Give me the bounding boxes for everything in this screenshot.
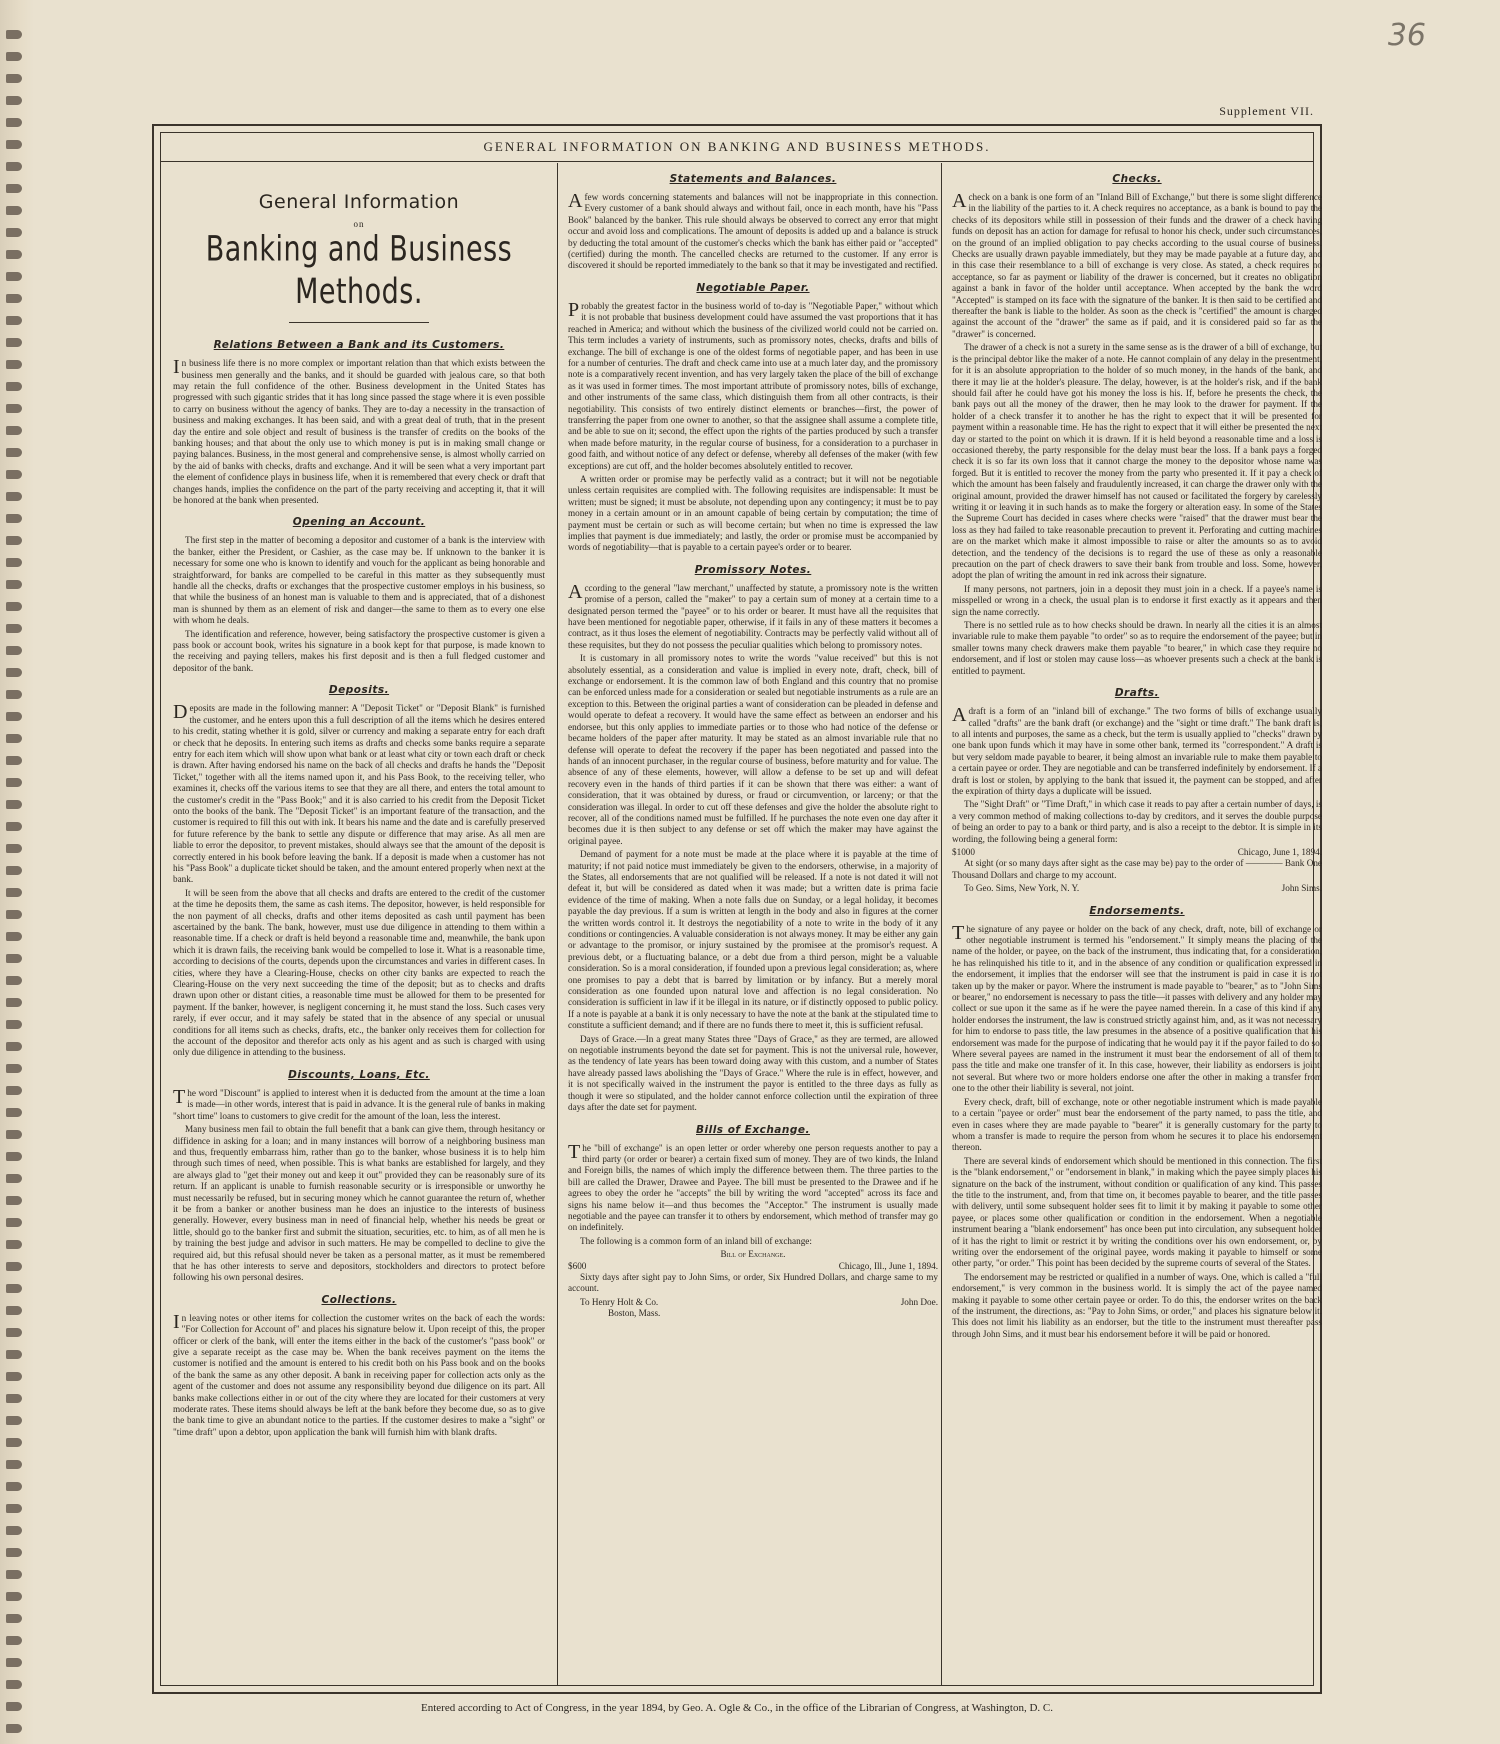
binding-ring [6, 272, 22, 281]
endorsements-text-3: There are several kinds of endorsement which should be mentioned in this connection. The first is the "blank endorsement," or "endorsement in blank," in making which the payee simply places his signature on the back of the instrument, without condition or qualification of any kind. This passes the title to the instrument, and, from that time on, it becomes payable to bearer, and the title passes with delivery, until some subsequent holder sees fit to limit it by making it payable to some other payee, or places some other qualification or condition in the endorsement. When a negotiable instrument bearing a "blank endorsement" has once been put into circulation, any subsequent holder of it has the right to limit or restrict it by writing the conditions over his own endorsement, or, by writing over the endorsement of the original payee, words making it payable to himself or some other party, "or order." This point has been decided by the supreme courts of several of the States. [952, 1155, 1322, 1269]
bill-form-header [568, 1261, 938, 1272]
heading-drafts: Drafts. [1114, 687, 1160, 700]
binding-ring [6, 668, 22, 677]
bill-form-date: Chicago, Ill., June 1, 1894. [838, 1260, 938, 1271]
draft-form-header [952, 847, 1322, 858]
heading-endorsements: Endorsements. [1089, 904, 1185, 917]
endorsements-text-2: Every check, draft, bill of exchange, note or other negotiable instrument which is made payable to a certain "payee or order" must bear the endorsement of the party named, to pass the title, and even in cases where they are made payable to "bearer" it is generally customary for the party to whom a transfer is made to require the person from whom he secures it to place his endorsement thereon. [952, 1096, 1322, 1153]
title-line-2: on [353, 218, 365, 229]
binding-ring [6, 360, 22, 369]
binding-ring [6, 250, 22, 259]
binding-ring [6, 1196, 22, 1205]
column-3 [941, 163, 1322, 1685]
binding-ring [6, 404, 22, 413]
binding-ring [6, 1152, 22, 1161]
binding-ring [6, 1658, 22, 1667]
binding-ring [6, 514, 22, 523]
negotiable-text-1: Probably the greatest factor in the business world of to-day is "Negotiable Paper," without which it is not probable that business development could have assumed the vast proportions that it has reached in America; and without which the business of the civilized world could not be carried on. This term includes a variety of instruments, such as promissory notes, checks, drafts and bills of exchange. The bill of exchange is one of the oldest forms of negotiable paper, and has been in use for a number of centuries. The draft and check came into use at a much later day, and the promissory note is a comparatively recent invention, and has very largely taken the place of the bill of exchange as it was used in former times. The most important attribute of promissory notes, bills of exchange, and other instruments of the same class, which distinguish them from all other contracts, is their negotiability. This consists of two entirely distinct elements or branches—first, the power of transferring the paper from one owner to another, so that the assignee shall assume a complete title, and be able to sue on it; second, the effect upon the rights of the parties produced by such a transfer when made before maturity, in the regular course of business, for a consideration to a purchaser in good faith, and without notice of any defect or defense, whereby all defenses of the maker (with few exceptions) are cut off, and the holder becomes absolutely entitled to recover. [568, 298, 938, 471]
binding-ring [6, 1284, 22, 1293]
binding-ring [6, 382, 22, 391]
binding-ring [6, 96, 22, 105]
binding-ring [6, 888, 22, 897]
draft-form-signer: John Sims. [1281, 883, 1322, 894]
binding-ring [6, 1460, 22, 1469]
binding-ring [6, 1262, 22, 1271]
binding-ring [6, 646, 22, 655]
inner-frame [160, 132, 1322, 1686]
handwritten-page-number: 36 [1387, 18, 1426, 53]
binding-ring [6, 932, 22, 941]
heading-statements: Statements and Balances. [669, 173, 837, 185]
binding-ring [6, 1350, 22, 1359]
deposits-text-2: It will be seen from the above that all checks and drafts are entered to the credit of the customer at the time he deposits them, the same as cash items. The depositor, however, is held responsible for the non payment of all checks, drafts and other items deposited as cash until payment has been ascertained by the bank. The bank, however, must use due diligence in attending to them within a reasonable time. If a check or draft is held beyond a reasonable time and, meanwhile, the bank upon which it is drawn fails, the receiving bank would be compelled to lose it. What is a reasonable time, according to decisions of the courts, depends upon the circumstances and varies in different cases. In cities, where they have a Clearing-House, checks on other city banks are expected to reach the Clearing-House on the very next succeeding the time of the deposit; but as to checks and drafts drawn upon other or distant cities, a reasonable time must be allowed for them to be presented for payment. If the banker, however, is negligent concerning it, he must stand the loss. Such cases very rarely, if ever occur, and it may safely be stated that in the absence of any special or unusual conditions for all items such as checks, drafts, etc., the banker only receives them for collection for the account of the depositor and therefor acts only as his agent and as such is charged with using only due diligence in attending to the business. [173, 887, 545, 1058]
heading-deposits: Deposits. [328, 684, 390, 697]
binding-ring [6, 778, 22, 787]
promissory-text-4: Days of Grace.—In a great many States three "Days of Grace," as they are termed, are allowed on negotiable instruments beyond the date set for payment. This is not the universal rule, however, as the tendency of late years has been toward doing away with this custom, and a number of States have already passed laws abolishing the "Days of Grace." Where the rule is in effect, however, and it is not specifically waived in the instrument the payor is entitled to the three days as fully as though it were so stipulated, and the holder cannot enforce collection until the expiration of three days after the date set for payment. [568, 1033, 938, 1113]
binding-ring [6, 162, 22, 171]
binding-ring [6, 910, 22, 919]
binding-ring [6, 1504, 22, 1513]
bill-form-to: To Henry Holt & Co. [580, 1296, 659, 1307]
binding-ring [6, 624, 22, 633]
draft-form-footer [952, 883, 1322, 894]
heading-promissory: Promissory Notes. [694, 563, 812, 576]
opening-text-1: The first step in the matter of becoming a depositor and customer of a bank is the interview with the banker, either the President, or Cashier, as the case may be. If unknown to the banker it is necessary for some one who is known to identify and vouch for the applicant as being honorable and straightforward, for banks are compelled to be careful in this matter as they subsequently must handle all the checks, drafts or exchanges that the prospective customer employs in his business, so that while the business of an honest man is valuable to them and is appreciated, that of a dishonest man is shunned by them as an element of risk and danger—the same to them as to every one else with whom he deals. [173, 535, 545, 626]
binding-ring [6, 118, 22, 127]
binding-ring [6, 448, 22, 457]
binding-ring [6, 1614, 22, 1623]
binding-ring [6, 30, 22, 39]
binding-ring [6, 602, 22, 611]
spiral-binding [0, 0, 34, 1744]
deposits-text-1: Deposits are made in the following manner: A "Deposit Ticket" or "Deposit Blank" is furnished the customer, and he enters upon this a full description of all the items which he desires entered to his credit, stating whether it is gold, silver or currency and making a separate entry for each draft or check that he deposits. In entering such items as drafts and checks some banks require a separate entry for each item which will show upon what bank or at least what city or town each draft or check is drawn. After having endorsed his name on the back of all checks and drafts he hands the "Deposit Ticket," together with all the items named upon it, and his Pass Book, to the receiving teller, who examines it, checks off the various items to see that they are all there, and enters the total amount to the customer's credit in the "Pass Book;" and it is also carried to his credit from the Deposit Ticket onto the books of the bank. The "Deposit Ticket" is an important feature of the transaction, and the customer is required to fill this out with ink. It bears his name and the date and is carefully preserved for future reference by the bank to settle any dispute or difference that may arise. As all men are liable to error the depositor, to prevent mistakes, should always see that the amount of the deposit is correctly entered in his book before leaving the bank. If a deposit is made when a customer has not his "Pass Book" a duplicate ticket should be taken, and the amount entered properly when next at the bank. [173, 701, 545, 885]
binding-ring [6, 1724, 22, 1733]
bill-form-body: Sixty days after sight pay to John Sims, or order, Six Hundred Dollars, and charge same to my account. [568, 1272, 938, 1294]
checks-text-3: If many persons, not partners, join in a deposit they must join in a check. If a payee's name is misspelled or wrong in a check, the usual plan is to endorse it first exactly as it appears and then sign the name correctly. [952, 583, 1322, 617]
binding-ring [6, 1306, 22, 1315]
binding-ring [6, 1548, 22, 1557]
binding-ring [6, 1372, 22, 1381]
binding-ring [6, 1394, 22, 1403]
heading-discounts: Discounts, Loans, Etc. [288, 1068, 430, 1081]
bill-form-signer: John Doe. [900, 1296, 938, 1307]
binding-ring [6, 536, 22, 545]
binding-ring [6, 1328, 22, 1337]
heading-bills: Bills of Exchange. [696, 1123, 810, 1136]
title-block [173, 191, 545, 323]
draft-form-date: Chicago, June 1, 1894. [1237, 846, 1322, 857]
binding-ring [6, 712, 22, 721]
checks-text-4: There is no settled rule as to how checks should be drawn. In nearly all the cities it is an almost invariable rule to make them payable "to order" so as to require the endorsement of the payee; but in smaller towns many check drawers make them payable "to bearer," in which case they require no endorsement, and if lost or stolen may cause loss—as whoever presents such a check at the bank is entitled to payment. [952, 620, 1322, 676]
promissory-text-3: Demand of payment for a note must be made at the place where it is payable at the time of maturity; if not paid notice must immediately be given to the endorsers, otherwise, in a majority of the States, all endorsements that are not qualified will be released. If a note is not dated it will not defeat it, but will be considered as dated when it was made; but a written date is prima facie evidence of the time of making. When a note falls due on Sunday, or a legal holiday, it becomes payable the day previous. If a sum is written at length in the body and also in figures at the corner the written words control it. It destroys the negotiability of a note to write in the body of it any conditions or contingencies. A valuable consideration is not always money. It may be either any gain or advantage to the promisor, or injury sustained by the promisee at the promisor's request. A previous debt, or a fluctuating balance, or a debt due from a third person, might be a valuable consideration. So is a moral consideration, if founded upon a previous legal consideration; as, where one promises to pay a debt that is barred by limitation or by infancy. But a merely moral consideration as one founded upon natural love and affection is no legal consideration. No consideration is sufficient in law if it be illegal in its nature, or if distinctly opposed to public policy. If a note is payable at a bank it is only necessary to have the note at the bank at the stipulated time to constitute a sufficient demand; and if there are no funds there to meet it, this is sufficient refusal. [568, 849, 938, 1031]
binding-ring [6, 206, 22, 215]
bills-text-2: The following is a common form of an inland bill of exchange: [580, 1235, 812, 1246]
binding-ring [6, 338, 22, 347]
promissory-text-2: It is customary in all promissory notes to write the words "value received" but this is not absolutely essential, as a consideration and value is implied in every note, draft, check, bill of exchange or endorsement. It is the common law of both England and this country that no promise can be enforced unless made for a consideration or sealed but negotiable instruments as a rule are an exception to this. Between the original parties a want of consideration can be pleaded in defense and would operate to defeat a recovery. It would have the same effect as between an endorser and his endorsee, but this only applies to immediate parties or to those who had notice of the defense or became holders of the paper after maturity. It may be stated as an almost invariable rule that no defense will operate to defeat the recovery if the paper has been negotiated and passed into the hands of an innocent purchaser, in the regular course of business, before maturity and for value. The absence of any of these elements, however, will allow a defense to be set up and will defeat recovery even in the hands of third parties if it can be shown that there was either: a want of consideration, that it was obtained by duress, or fraud or circumvention, or larceny; or that the consideration was illegal. In order to cut off these defenses and give the holder the absolute right to recover, all of the conditions named must be fulfilled. If he purchases the note even one day after it becomes due it is then subject to any defense or set off which the maker may have against the original payee. [568, 653, 938, 846]
endorsements-text-1: The signature of any payee or holder on the back of any check, draft, note, bill of exchange or other negotiable instrument is termed his "endorsement." It simply means the placing of the name of the holder, or payee, on the back of the instrument, thus indicating that, for a consideration, he has relinquished his title to it, and in the absence of any condition or qualification expressed in the endorsement, it implies that the endorser will see that the instrument is paid in case it is not taken up by the maker or payor. Where the instrument is made payable to "bearer," as to "John Sims or bearer," no endorsement is necessary to pass the title—it passes with delivery and any holder may collect or sue upon it the same as if he were the payee named therein. In a case of this kind if any holder endorses the instrument, the law is construed strictly against him, and, as it was not necessary for him to endorse to pass title, the law presumes in the absence of a positive qualification that his endorsement was made for the purpose of indicating that he would pay it if the payor failed to do so. Where several payees are named in the instrument it must bear the endorsement of all of them to pass the title and make one transfer of it. In this case, however, their liability as endorsers is joint, not several. But where two or more holders endorse one after the other in making a transfer from one to the other their liability is several, not joint. [952, 921, 1322, 1094]
negotiable-text-2: A written order or promise may be perfectly valid as a contract; but it will not be negotiable unless certain requisites are complied with. The following requisites are indispensable: It must be written; must be signed; it must be absolute, not depending upon any contingency; it must be to pay money in a certain amount or in an amount capable of being certain by computation; the time of payment must be certain or such as will become certain; but when no time is expressed the law implies that payment is due immediately; and lastly, the order or promise must be accompanied by words of negotiability—that is payable to a certain payee's order or to bearer. [568, 473, 938, 553]
drafts-text-1: Adraft is a form of an "inland bill of exchange." The two forms of bills of exchange usually called "drafts" are the bank draft (or exchange) and the "sight or time draft." The bank draft is, to all intents and purposes, the same as a check, but the term is usually applied to "checks" drawn by one bank upon funds which it may have in some other bank, termed its "correspondent." A draft is but very seldom made payable to bearer, it being almost an invariable rule to make them payable to a certain payee or order. They are negotiable and can be transferred indefinitely by endorsement. If a draft is lost or stolen, by applying to the bank that issued it, the payment can be stopped, and after the expiration of thirty days a duplicate will be issued. [952, 704, 1322, 796]
bill-form-place: Boston, Mass. [608, 1308, 661, 1319]
binding-ring [6, 426, 22, 435]
binding-ring [6, 954, 22, 963]
relations-text: In business life there is no more complex or important relation than that which exists between the business men generally and the banks, and it should be guarded with jealous care, so that both may retain the full confidence of the other. Business development in the United States has progressed with such gigantic strides that it has long since passed the stage where it is even possible to carry on business without the agency of banks. They are to-day a necessity in the transaction of business and making exchanges. It has been said, and with a great deal of truth, that in the present day the entire and sole object and result of business is the transfer of credits on the books of the banking houses; and that about the only use to which money is put is in making small change or paying balances. Business, in the most general and comprehensive sense, is almost wholly carried on by the aid of banks with checks, drafts and exchange. And it will be seen what a very important part the element of confidence plays in business life, when it is remembered that every check or draft that changes hands, implies the confidence on the part of the party receiving and accepting it, that it will be honored at the bank when presented. [173, 356, 545, 505]
title-line-3: Banking and Business Methods. [205, 229, 513, 313]
binding-ring [6, 1636, 22, 1645]
bill-form-amount: $600 [568, 1260, 587, 1271]
binding-ring [6, 800, 22, 809]
heading-opening: Opening an Account. [292, 516, 426, 529]
binding-ring [6, 1570, 22, 1579]
checks-text-2: The drawer of a check is not a surety in the same sense as is the drawer of a bill of exchange, but is the principal debtor like the maker of a note. He cannot complain of any delay in the presentment, for it is an absolute appropriation to the holder of so much money, in the hands of the bank, and there it may lie at the holder's pleasure. The delay, however, is at the holder's risk, and if the bank should fail after he could have got his money the loss is his. If, before he presents the check, the bank pays out all the money of the drawer, then he may look to the drawer for payment. If the holder of a check transfer it to another he has the right to expect that it will be presented for payment within a reasonable time. He has the right to expect that it will either be presented the next day or started to the point on which it is drawn. If it is held beyond a reasonable time and a loss is occasioned thereby, the party responsible for the delay must bear the loss. If a bank pays a forged check it is so far its own loss that it cannot charge the money to the depositor whose name was forged. But it is entitled to recover the money from the party who presented it. If it pay a check of which the amount has been falsely and fraudulently increased, it can charge the drawer only with the original amount, provided the drawer himself has not caused or facilitated the forgery by carelessly writing it or leaving it in such hands as to make the forgery or alteration easy. In some of the States the Supreme Court has decided in cases where checks were "raised" that the drawer must bear the loss as they had failed to take reasonable precaution to prevent it. Perforating and cutting machines are on the market which make it almost impossible to raise or alter the amounts so as to avoid detection, and the tendency of the decisions is to regard the use of these as only a reasonable precaution on the part of check drawers to save their bank from trouble and loss. Some, however, adopt the plan of writing the amount in red ink across their signature. [952, 342, 1322, 581]
page-frame [152, 124, 1322, 1694]
heading-relations: Relations Between a Bank and its Customers. [213, 339, 505, 352]
binding-ring [6, 492, 22, 501]
heading-checks: Checks. [1112, 173, 1162, 185]
binding-ring [6, 1680, 22, 1689]
bills-text-1: The "bill of exchange" is an open letter or order whereby one person requests another to pay a third party (or order or bearer) a certain fixed sum of money. They are of two kinds, the Inland and Foreign bills, the names of which imply the difference between them. The three parties to the bill are called the Drawer, Drawee and Payee. The bill must be presented to the Drawee and if he agrees to obey the order he "accepts" the bill by writing the word "accepted" across its face and signs his name below it—and thus becomes the "Acceptor." The instrument is usually made negotiable and the payee can transfer it to others by endorsement, which method of transfer may go on indefinitely. [568, 1140, 938, 1233]
promissory-text-1: According to the general "law merchant," unaffected by statute, a promissory note is the written promise of a person, called the "maker" to pay a certain sum of money at a certain time to a designated person termed the "payee" or to his order or bearer. It must have all the requisites that have been mentioned for negotiable paper, otherwise, if it fails in any of these matters it becomes a contract, as it thus loses the element of negotiability. Contracts may be perfectly valid without all of these requisites, but they do not possess the peculiar qualities which belong to promissory notes. [568, 580, 938, 650]
binding-ring [6, 1064, 22, 1073]
title-line-1: General Information [258, 191, 460, 213]
binding-ring [6, 734, 22, 743]
binding-ring [6, 1174, 22, 1183]
bill-form-footer [568, 1297, 938, 1308]
heading-negotiable: Negotiable Paper. [696, 281, 810, 294]
binding-ring [6, 1086, 22, 1095]
binding-ring [6, 1482, 22, 1491]
title-rule [289, 322, 429, 323]
supplement-label: Supplement VII. [1219, 104, 1314, 118]
binding-ring [6, 228, 22, 237]
discounts-text-1: The word "Discount" is applied to interest when it is deducted from the amount at the time a loan is made—in other words, interest that is paid in advance. It is the general rule of banks in making "short time" loans to customers to give credit for the amount of the loan, less the interest. [173, 1085, 545, 1121]
binding-ring [6, 1108, 22, 1117]
binding-ring [6, 822, 22, 831]
statements-text: Afew words concerning statements and balances will not be inappropriate in this connection. Every customer of a bank should always and without fail, once in each month, have his "Pass Book" balanced by the banker. This rule should always be observed to correct any error that might occur and avoid loss and complications. The amount of deposits is added up and a balance is struck by deducting the total amount of the customer's checks which the bank has either paid or "accepted" (certified) during the month. The cancelled checks are returned to the customer. If any error is discovered it should be reported immediately to the bank so that it may be investigated and rectified. [568, 190, 938, 271]
binding-ring [6, 690, 22, 699]
heading-collections: Collections. [321, 1293, 397, 1306]
drafts-text-2: The "Sight Draft" or "Time Draft," in which case it reads to pay after a certain number of days, is a very common method of making collections to-day by creditors, and it serves the double purpose of being an order to pay to a bank or third party, and is also a receipt to the debtor. It is simple in its wording, the following being a general form: [952, 799, 1322, 844]
binding-ring [6, 580, 22, 589]
binding-ring [6, 470, 22, 479]
draft-form-body: At sight (or so many days after sight as the case may be) pay to the order of ———— Bank One Thousand Dollars and charge to my account. [952, 858, 1322, 880]
copyright-footer: Entered according to Act of Congress, in the year 1894, by Geo. A. Ogle & Co., in the office of the Librarian of Congress, at Washington, D. C. [421, 1702, 1053, 1714]
discounts-text-2: Many business men fail to obtain the full benefit that a bank can give them, through hesitancy or diffidence in asking for a loan; and in many instances will borrow of a neighboring business man and thus, frequently embarrass him, rather than go to the banker, whose business it is to help him through such times of need, when possible. This is what banks are established for largely, and they are always glad to "get their money out and keep it out" provided they can be reasonably sure of its return. If an applicant is unable to furnish reasonable security or is irresponsible or unworthy he must necessarily be refused, but in securing money which he cannot guarantee the return of, whether it be from a banker or another business man he does an injustice to the interests of business generally. However, every business man in need of financial help, whether his needs be great or little, should go to the banker first and submit the situation, securities, etc. to him, as of all men he is by training the best judge and advisor in such matters. He may be compelled to decline to give the required aid, but this refusal should never be taken as a personal matter, as it must be remembered that he has other interests to serve and depositors, stockholders and directors to protect before following his own personal desires. [173, 1124, 545, 1283]
binding-ring [6, 294, 22, 303]
binding-ring [6, 52, 22, 61]
binding-ring [6, 1592, 22, 1601]
binding-ring [6, 140, 22, 149]
binding-ring [6, 1416, 22, 1425]
draft-form-to: To Geo. Sims, New York, N. Y. [964, 883, 1080, 894]
opening-text-2: The identification and reference, however, being satisfactory the prospective customer is given a pass book or account book, writes his signature in a book kept for that purpose, is made known to the receiving and paying tellers, makes his first deposit and is then a full fledged customer and depositor of the bank. [173, 628, 545, 673]
binding-ring [6, 1526, 22, 1535]
binding-ring [6, 1702, 22, 1711]
binding-ring [6, 976, 22, 985]
binding-ring [6, 756, 22, 765]
binding-ring [6, 1438, 22, 1447]
binding-ring [6, 1042, 22, 1051]
binding-ring [6, 1130, 22, 1139]
binding-ring [6, 74, 22, 83]
collections-text: In leaving notes or other items for collection the customer writes on the back of each the words: "For Collection for Account of" and places his signature below it. Upon receipt of this, the proper officer or clerk of the bank, will enter the items either in the back of the customer's "pass book" or give a separate receipt as the case may be. When the bank receives payment on the items the customer is notified and the amount is entered to his credit both on his Pass book and on the books of the bank the same as any other deposit. A bank in receiving paper for collection acts only as the agent of the customer and does not assume any responsibility beyond due diligence on its part. All banks make collections either in or out of the city where they are located for their customers at very moderate rates. These items should always be left at the bank before they become due, so as to give the bank time to give an abundant notice to the parties. If the customer desires to make a "sight" or "time draft" upon a debtor, upon application the bank will furnish him with blank drafts. [173, 1310, 545, 1437]
endorsements-text-4: The endorsement may be restricted or qualified in a number of ways. One, which is called a "full endorsement," is very common in the business world. It is simply the act of the payee named making it payable to some other certain payee or order. To do this, the endorser writes on the back of the instrument, the directions, as: "Pay to John Sims, or order," and places his signature below it. This does not limit his liability as an endorser, but the title to the instrument must thereafter pass through John Sims, and it must bear his endorsement before it will be paid or honored. [952, 1271, 1322, 1339]
binding-ring [6, 844, 22, 853]
column-2 [557, 163, 938, 1685]
bill-form-title: Bill of Exchange. [720, 1249, 786, 1260]
binding-ring [6, 1020, 22, 1029]
draft-form-amount: $1000 [952, 846, 975, 857]
binding-ring [6, 1218, 22, 1227]
checks-text-1: Acheck on a bank is one form of an "Inland Bill of Exchange," but there is some slight difference in the liability of the parties to it. A check requires no acceptance, as a bank is bound to pay the checks of its depositors while still in possession of their funds and the drawer of a check having funds on deposit has an action for damage for refusal to honor his check, under such circumstances, on the ground of an implied obligation to pay checks according to the usual course of business. Checks are usually drawn payable immediately, but they may be made payable at a future day, and in this case their resemblance to a bill of exchange is very close. As stated, a check requires no acceptance, so far as payment or liability of the drawer is concerned, but it creates no obligation against a bank in favor of the holder until acceptance. When accepted by the bank the word "Accepted" is stamped on its face with the signature of the banker. It is then said to be certified and thereafter the bank is liable to the holder. As soon as the check is "certified" the amount is charged against the account of the "drawer" the same as if paid, and it is considered paid so far as the "drawer" is concerned. [952, 190, 1322, 339]
header-title: GENERAL INFORMATION ON BANKING AND BUSINESS METHODS. [161, 133, 1313, 162]
binding-ring [6, 998, 22, 1007]
binding-ring [6, 866, 22, 875]
binding-ring [6, 184, 22, 193]
column-1 [173, 163, 545, 1685]
binding-ring [6, 1240, 22, 1249]
binding-ring [6, 558, 22, 567]
binding-ring [6, 316, 22, 325]
